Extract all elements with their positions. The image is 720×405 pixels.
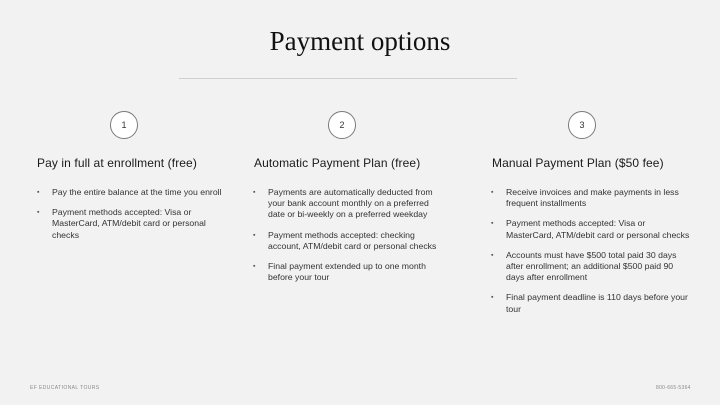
bullet-text: Payments are automatically deducted from your bank account monthly on a preferred date or bi-weekly on a preferred weekday xyxy=(268,187,433,220)
bullet-icon: ▪ xyxy=(253,189,256,196)
list-item xyxy=(252,230,442,252)
bullet-text: Payment methods accepted: checking account, ATM/debit card or personal checks xyxy=(268,229,437,251)
bullet-icon: ▪ xyxy=(253,231,256,239)
step-badge-3: 3 xyxy=(568,111,596,139)
bullet-text: Payment methods accepted: Visa or MasterCard, ATM/debit card or personal checks xyxy=(506,218,690,240)
column-heading-automatic-plan: Automatic Payment Plan (free) xyxy=(254,156,421,170)
bullet-icon: ▪ xyxy=(491,220,494,228)
column-heading-manual-plan: Manual Payment Plan ($50 fee) xyxy=(492,156,664,170)
bullet-text: Pay the entire balance at the time you enroll xyxy=(52,187,222,197)
bullet-icon: ▪ xyxy=(491,189,494,196)
bullet-icon: ▪ xyxy=(37,189,40,196)
bullet-text: Receive invoices and make payments in less frequent installments xyxy=(506,187,679,209)
bullet-icon: ▪ xyxy=(37,209,40,217)
bullet-list-manual-plan xyxy=(490,187,690,324)
list-item xyxy=(252,261,442,283)
bullet-icon: ▪ xyxy=(253,263,256,271)
list-item xyxy=(490,218,690,240)
bullet-text: Final payment extended up to one month before your tour xyxy=(268,261,426,283)
bullet-icon: ▪ xyxy=(491,294,494,302)
bullet-text: Payment methods accepted: Visa or MasterCard, ATM/debit card or personal checks xyxy=(52,207,206,240)
bullet-text: Accounts must have $500 total paid 30 days after enrollment; an additional $500 paid 90 days after enrollment xyxy=(506,249,677,283)
list-item xyxy=(252,187,442,221)
column-heading-pay-in-full: Pay in full at enrollment (free) xyxy=(37,156,197,170)
footer-phone: 800-665-5364 xyxy=(656,385,691,391)
bullet-list-pay-in-full xyxy=(36,187,226,250)
list-item xyxy=(36,207,226,241)
footer-brand: EF EDUCATIONAL TOURS xyxy=(30,385,100,391)
bullet-icon: ▪ xyxy=(491,251,494,259)
title-divider xyxy=(179,78,517,79)
list-item xyxy=(36,187,226,198)
step-badge-1: 1 xyxy=(110,111,138,139)
list-item xyxy=(490,292,690,314)
bullet-text: Final payment deadline is 110 days before your tour xyxy=(506,292,688,314)
list-item xyxy=(490,250,690,284)
list-item xyxy=(490,187,690,209)
bullet-list-automatic-plan xyxy=(252,187,442,292)
step-badge-2: 2 xyxy=(328,111,356,139)
slide-title: Payment options xyxy=(269,26,451,56)
